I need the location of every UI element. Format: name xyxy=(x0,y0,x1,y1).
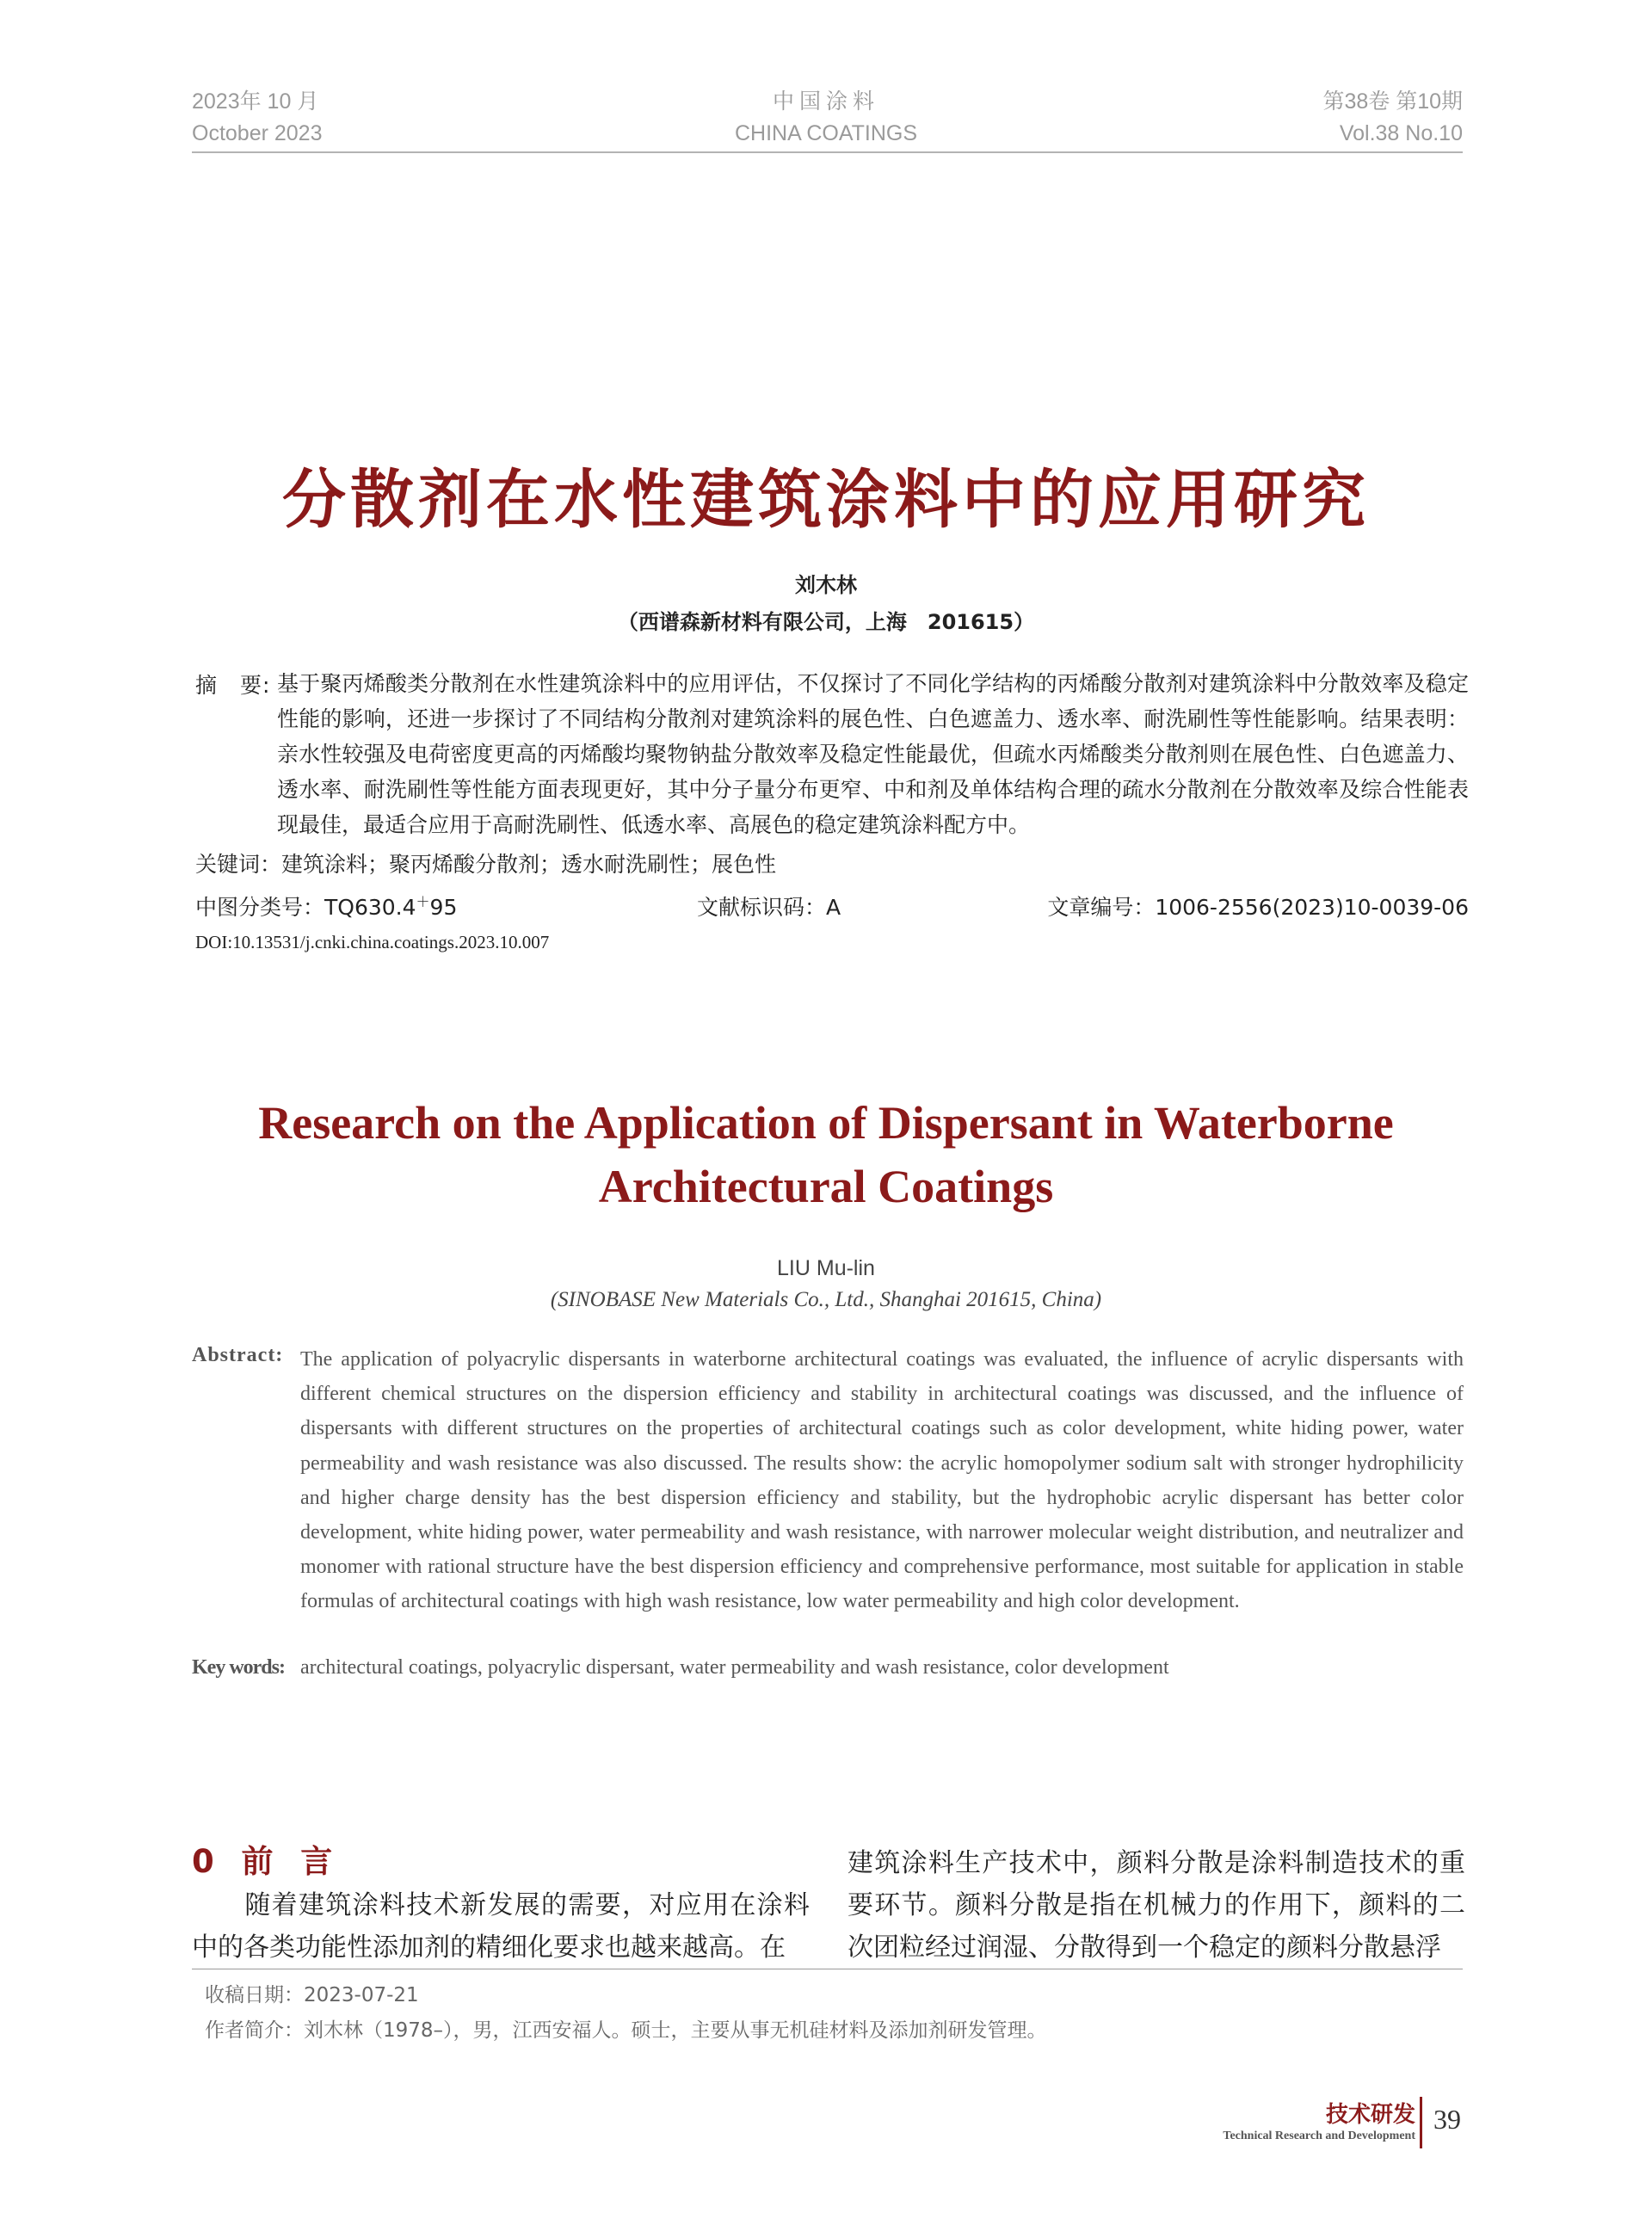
footnote-received-date: 收稿日期：2023-07-21 xyxy=(205,1984,419,2006)
author-en: LIU Mu-lin xyxy=(777,1256,875,1280)
keywords-en-label: Key words: xyxy=(192,1656,285,1679)
header-issue-en: Vol.38 No.10 xyxy=(1339,121,1463,145)
header-journal-zh: 中国涂料 xyxy=(772,89,879,114)
header-issue xyxy=(1322,86,1463,150)
article-title-zh: 分散剂在水性建筑涂料中的应用研究 xyxy=(282,463,1370,537)
header-journal xyxy=(654,86,998,150)
classification-sup: ＋ xyxy=(416,893,430,910)
abstract-zh-text: 基于聚丙烯酸类分散剂在水性建筑涂料中的应用评估，不仅探讨了不同化学结构的丙烯酸分散剂对建筑涂料中分散效率及稳定性能的影响，还进一步探讨了不同结构分散剂对建筑涂料的展色性、白色遮盖力、透水率、耐洗刷性等性能影响。结果表明：亲水性较强及电荷密度更高的丙烯酸均聚物钠盐分散效率及稳定性能最优，但疏水丙烯酸类分散剂则在展色性、白色遮盖力、透水率、耐洗刷性等性能方面表现更好，其中分子量分布更窄、中和剂及单体结构合理的疏水分散剂在分散效率及综合性能表现最佳，最适合应用于高耐洗刷性、低透水率、高展色的稳定建筑涂料配方中。 xyxy=(277,671,1469,837)
doi-link[interactable]: DOI:10.13531/j.cnki.china.coatings.2023.10.007 xyxy=(195,932,550,952)
abstract-en-text: The application of polyacrylic dispersants in waterborne architectural coatings was evaluated, the influence of acrylic dispersants with different chemical structures on the dispersion efficiency and stability in architectural coatings was discussed, and the influence of dispersants with different structures on the properties of architectural coatings such as color development, white hiding power, water permeability and wash resistance was also discussed. The results show: the acrylic homopolymer sodium salt with stronger hydrophilicity and higher charge density has the best dispersion efficiency and stability, but the hydrophobic acrylic dispersant has better color development, white hiding power, water permeability and wash resistance, with narrower molecular weight distribution, and neutralizer and monomer with rational structure have the best dispersion efficiency and comprehensive performance, most suitable for application in stable formulas of architectural coatings with high wash resistance, low water permeability and high color development. xyxy=(300,1348,1464,1613)
affiliation-zh: （西谱森新材料有限公司，上海 201615） xyxy=(617,610,1035,634)
page-number: 39 xyxy=(1433,2104,1461,2135)
section-heading: 0 前 言 xyxy=(192,1843,335,1880)
header-issue-zh: 第38卷 第10期 xyxy=(1322,89,1463,114)
affiliation-en: (SINOBASE New Materials Co., Ltd., Shanghai 201615, China) xyxy=(550,1288,1102,1311)
header-date-en: October 2023 xyxy=(192,121,323,145)
footnote-author-bio: 作者简介：刘木林（1978–），男，江西安福人。硕士，主要从事无机硅材料及添加剂研发管理。 xyxy=(205,2019,1047,2042)
keywords-zh: 关键词：建筑涂料；聚丙烯酸分散剂；透水耐洗刷性；展色性 xyxy=(195,852,777,877)
footer-column-en: Technical Research and Development xyxy=(1223,2129,1415,2142)
body-column-left xyxy=(192,1884,810,1969)
author-zh: 刘木林 xyxy=(795,573,857,597)
header-date xyxy=(192,86,323,150)
body-left-text: 随着建筑涂料技术新发展的需要，对应用在涂料中的各类功能性添加剂的精细化要求也越来越高。在 xyxy=(192,1890,810,1963)
header-date-zh: 2023年 10 月 xyxy=(192,89,319,114)
abstract-en-label: Abstract: xyxy=(192,1344,284,1366)
body-column-right: 建筑涂料生产技术中，颜料分散是涂料制造技术的重要环节。颜料分散是指在机械力的作用下，颜料的二次团粒经过润湿、分散得到一个稳定的颜料分散悬浮 xyxy=(848,1848,1465,1963)
abstract-zh-label: 摘 要: xyxy=(195,673,271,698)
footer-column-zh: 技术研发 xyxy=(1325,2102,1415,2128)
classification-prefix: 中图分类号：TQ630.4 xyxy=(195,895,416,920)
header-journal-en: CHINA COATINGS xyxy=(734,121,918,145)
footer-divider-bar xyxy=(1420,2097,1422,2148)
classification-suffix: 95 xyxy=(429,895,458,920)
keywords-en-text: architectural coatings, polyacrylic dispersant, water permeability and wash resistance, color development xyxy=(300,1656,1169,1679)
article-title-en: Research on the Application of Dispersant in Waterborne Architectural Coatings xyxy=(258,1097,1394,1212)
document-code: 文献标识码：A xyxy=(697,895,841,920)
article-id: 文章编号：1006-2556(2023)10-0039-06 xyxy=(1047,895,1469,920)
header-divider xyxy=(192,151,1463,153)
classification-number xyxy=(195,891,457,921)
